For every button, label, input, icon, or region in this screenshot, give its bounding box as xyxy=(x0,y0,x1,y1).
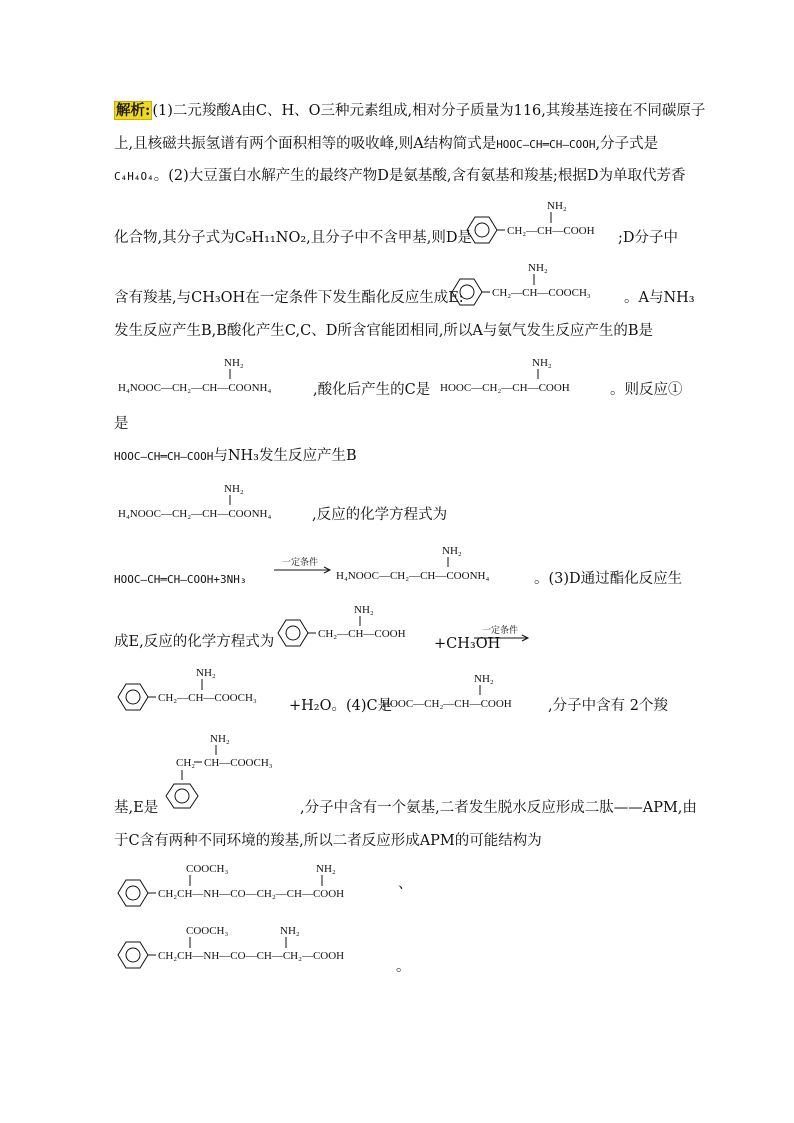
text-run: ,分子式是 xyxy=(595,136,659,152)
chain-label: CH₂—CH—COOH xyxy=(507,225,595,237)
text-run: ,酸化后产生的C是 xyxy=(313,382,431,398)
chain-label: CH₂CH—NH—CO—CH—CH₂—COOH xyxy=(158,950,345,962)
chain-label: CH₂—CH—COOCH₃ xyxy=(492,287,591,299)
nh2-label: NH₂ xyxy=(196,667,216,679)
text-run: 。(2)大豆蛋白水解产生的最终产物D是氨基酸,含有氨基和羧基;根据D为单取代芳香 xyxy=(153,168,686,184)
analysis-tag: 解析: xyxy=(116,102,151,119)
formula-a: HOOC—CH═CH—COOH xyxy=(114,450,214,463)
benzene-ring-icon xyxy=(166,784,198,808)
apm-structure-1 xyxy=(114,858,404,910)
nh2-label: NH₂ xyxy=(224,357,244,369)
ch2-label: CH₂ xyxy=(176,757,196,769)
reaction-arrow-2 xyxy=(472,624,532,646)
text-run: 是 xyxy=(114,416,129,432)
structure-b-2 xyxy=(118,478,318,523)
reaction-arrow-1 xyxy=(272,555,334,581)
chain-label: CH₂CH—NH—CO—CH₂—CH—COOH xyxy=(158,888,345,900)
text-run: 、 xyxy=(398,876,413,892)
nh2-label: NH₂ xyxy=(224,483,244,495)
text-run: 成E,反应的化学方程式为 xyxy=(114,634,275,650)
formula-c4h4o4: C₄H₄O₄ xyxy=(114,170,154,183)
analysis-line-9 xyxy=(114,446,357,467)
analysis-line-15 xyxy=(114,831,542,851)
chain-label: CH₂—CH—COOH xyxy=(318,628,406,640)
nh2-label: NH₂ xyxy=(528,262,548,274)
text-run: ,分子中含有 2个羧 xyxy=(548,698,668,714)
benzene-ring-icon xyxy=(118,684,148,710)
text-run: 化合物,其分子式为C₉H₁₁NO₂,且分子中不含甲基,则D是 xyxy=(114,230,473,246)
apm-structure-2 xyxy=(114,920,404,972)
structure-c-2 xyxy=(382,668,552,713)
analysis-line-11 xyxy=(114,569,246,590)
text-run: 含有羧基,与CH₃OH在一定条件下发生酯化反应生成E: xyxy=(114,290,464,306)
analysis-line-4 xyxy=(114,228,472,248)
chain-label: CH₂—CH—COOCH₃ xyxy=(158,692,257,704)
chain-label: H₄NOOC—CH₂—CH—COONH₄ xyxy=(336,570,490,582)
chain-label: H₄NOOC—CH₂—CH—COONH₄ xyxy=(118,382,272,394)
analysis-line-2 xyxy=(114,134,658,155)
nh2-label: NH₂ xyxy=(474,673,494,685)
ester-label: COOCH₃ xyxy=(186,863,229,875)
text-run: 与NH₃发生反应产生B xyxy=(213,448,357,464)
structure-e-vertical xyxy=(160,728,310,814)
benzene-ring-icon xyxy=(467,217,497,243)
nh2-label: NH₂ xyxy=(210,733,230,745)
structure-b-3 xyxy=(336,540,536,585)
text-run: 上,且核磁共振氢谱有两个面积相等的吸收峰,则A结构简式是 xyxy=(114,136,497,152)
text-run: 。则反应① xyxy=(610,382,683,398)
structure-d-2 xyxy=(274,600,439,650)
structure-b xyxy=(118,352,318,397)
text-run: ,反应的化学方程式为 xyxy=(312,507,448,523)
analysis-line-12 xyxy=(114,632,274,652)
text-run: ;D分子中 xyxy=(618,230,679,246)
text-run: 基,E是 xyxy=(114,800,159,816)
text-run: +H₂O。(4)C是 xyxy=(289,698,393,714)
nh2-label: NH₂ xyxy=(442,545,462,557)
analysis-line-1 xyxy=(114,101,705,121)
text-run: 于C含有两种不同环境的羧基,所以二者反应形成APM的可能结构为 xyxy=(114,833,542,849)
condition-label: 一定条件 xyxy=(482,625,519,635)
analysis-line-5 xyxy=(114,288,464,308)
benzene-ring-icon xyxy=(118,880,148,906)
nh2-label: NH₂ xyxy=(547,200,567,212)
nh2-label: NH₂ xyxy=(532,357,552,369)
text-run: +CH₃OH xyxy=(434,636,501,652)
nh2-label: NH₂ xyxy=(280,925,300,937)
text-run: 。(3)D通过酯化反应生 xyxy=(534,571,683,587)
chain-label: H₄NOOC—CH₂—CH—COONH₄ xyxy=(118,508,272,520)
text-run: 发生反应产生B,B酸化产生C,C、D所含官能团相同,所以A与氨气发生反应产生的B是 xyxy=(114,323,654,339)
reactants: HOOC—CH═CH—COOH+3NH₃ xyxy=(114,573,247,586)
structure-c xyxy=(440,352,620,397)
analysis-line-8 xyxy=(114,414,129,434)
text-run: (1)二元羧酸A由C、H、O三种元素组成,相对分子质量为116,其羧基连接在不同碳原子 xyxy=(152,103,706,119)
benzene-ring-icon xyxy=(118,942,148,968)
benzene-ring-icon xyxy=(278,620,308,646)
condition-label: 一定条件 xyxy=(282,557,319,567)
structure-e xyxy=(448,257,623,307)
analysis-line-6 xyxy=(114,321,653,341)
structure-e-2 xyxy=(114,662,289,712)
formula-a: HOOC—CH═CH—COOH xyxy=(496,138,596,151)
nh2-label: NH₂ xyxy=(354,604,374,616)
chain-label: HOOC—CH₂—CH—COOH xyxy=(440,382,570,394)
benzene-ring-icon xyxy=(452,279,482,305)
structure-d xyxy=(455,195,620,245)
chain-label: CH—COOCH₃ xyxy=(204,757,273,769)
text-run: 。A与NH₃ xyxy=(624,290,695,306)
chain-label: HOOC—CH₂—CH—COOH xyxy=(382,698,512,710)
analysis-line-3 xyxy=(114,166,686,187)
text-run: 。 xyxy=(396,959,411,975)
nh2-label: NH₂ xyxy=(316,863,336,875)
text-run: ,分子中含有一个氨基,二者发生脱水反应形成二肽——APM,由 xyxy=(300,800,697,816)
ester-label: COOCH₃ xyxy=(186,925,229,937)
